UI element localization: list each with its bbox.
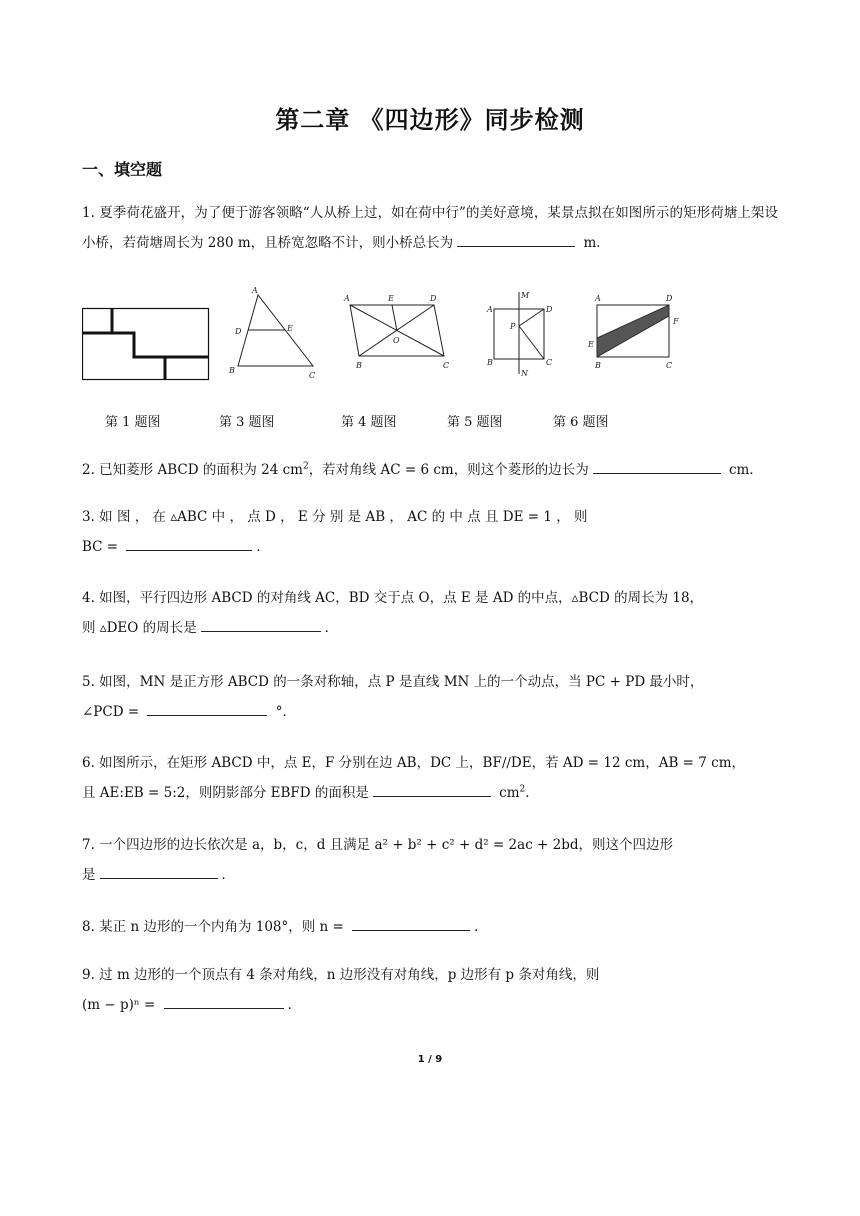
fig5-label-a: A xyxy=(487,305,493,314)
question-7-line-2: 是 xyxy=(82,867,96,883)
question-5-line-2: ∠PCD = xyxy=(82,704,144,720)
page-number: 1 / 9 xyxy=(417,1054,443,1065)
question-8-end: ． xyxy=(474,919,488,935)
question-9-line-1: 9. 过 m 边形的一个顶点有 4 条对角线，n 边形没有对角线，p 边形有 p 条对角线，则 xyxy=(82,967,600,983)
question-2-unit: cm． xyxy=(724,462,763,478)
question-5-end: °． xyxy=(271,704,296,720)
figure-3-triangle xyxy=(225,283,325,383)
answer-blank xyxy=(593,457,721,474)
fig3-label-c: C xyxy=(309,371,316,380)
fig4-label-c: C xyxy=(443,361,450,370)
question-6-unit: cm xyxy=(494,785,520,801)
question-4-line-1: 4. 如图，平行四边形 ABCD 的对角线 AC，BD 交于点 O，点 E 是 AD 的中点，▵BCD 的周长为 18， xyxy=(82,590,704,606)
caption-fig-4: 第 4 题图 xyxy=(341,415,397,430)
question-6-line-2: 且 AE:EB = 5:2，则阴影部分 EBFD 的面积是 xyxy=(82,785,369,801)
fig4-label-a: A xyxy=(344,294,350,303)
fig6-label-a: A xyxy=(595,294,601,303)
answer-blank xyxy=(373,780,491,797)
fig3-label-e: E xyxy=(287,324,293,333)
fig4-label-d: D xyxy=(430,294,437,303)
fig6-label-e: E xyxy=(588,340,594,349)
question-4-end: ． xyxy=(324,620,339,636)
answer-blank xyxy=(201,615,321,632)
question-4-line-2: 则 ▵DEO 的周长是 xyxy=(82,620,197,636)
question-3 xyxy=(82,502,778,562)
question-3-end: ． xyxy=(256,539,270,555)
figure-captions xyxy=(0,411,860,431)
figure-4-parallelogram xyxy=(340,290,455,375)
caption-fig-3: 第 3 题图 xyxy=(219,415,275,430)
question-3-line-1: 3. 如 图 ， 在 ▵ABC 中 ， 点 D ， E 分 别 是 AB ， AC 的 中 点 且 DE = 1 ， 则 xyxy=(82,509,588,525)
question-7 xyxy=(82,830,778,890)
page-title: 第二章 《四边形》同步检测 xyxy=(275,106,585,134)
caption-fig-5: 第 5 题图 xyxy=(447,415,503,430)
fig5-label-p: P xyxy=(510,322,516,331)
question-6 xyxy=(82,748,778,808)
question-1-unit: m． xyxy=(579,235,610,251)
section-heading: 一、填空题 xyxy=(82,160,163,179)
caption-fig-1: 第 1 题图 xyxy=(105,415,161,430)
question-1 xyxy=(82,198,778,258)
question-1-text: 1. 夏季荷花盛开，为了便于游客领略“人从桥上过，如在荷中行”的美好意境，某景点拟在如图所示的矩形荷塘上架设小桥，若荷塘周长为 280 m，且桥宽忽略不计，则小桥总长为 xyxy=(82,205,778,251)
question-2-text: 2. 已知菱形 ABCD 的面积为 24 cm xyxy=(82,462,303,478)
figure-5-square xyxy=(484,290,559,380)
question-9-line-2: (m − p)ⁿ = xyxy=(82,997,160,1013)
question-8-text: 8. 某正 n 边形的一个内角为 108°，则 n = xyxy=(82,919,349,935)
fig3-label-a: A xyxy=(252,286,258,295)
fig5-label-m: M xyxy=(521,291,530,300)
fig5-label-d: D xyxy=(546,305,553,314)
fig4-label-b: B xyxy=(356,361,362,370)
figure-1-pond xyxy=(82,307,210,381)
question-9-end: ． xyxy=(287,997,302,1013)
question-5 xyxy=(82,667,778,727)
superscript: 2 xyxy=(519,784,526,795)
question-3-line-2: BC = xyxy=(82,539,123,555)
fig3-label-d: D xyxy=(235,327,242,336)
answer-blank xyxy=(164,992,284,1009)
fig5-label-b: B xyxy=(487,358,493,367)
answer-blank xyxy=(100,862,218,879)
fig5-label-c: C xyxy=(546,358,553,367)
question-6-end: ． xyxy=(525,785,539,801)
fig6-label-f: F xyxy=(673,317,679,326)
answer-blank xyxy=(457,230,575,247)
question-9 xyxy=(82,960,778,1020)
caption-fig-6: 第 6 题图 xyxy=(553,415,609,430)
question-8 xyxy=(82,912,778,942)
fig6-label-d: D xyxy=(666,294,673,303)
fig4-label-o: O xyxy=(393,336,400,345)
figure-6-rectangle xyxy=(587,290,687,375)
fig3-label-b: B xyxy=(229,366,235,375)
answer-blank xyxy=(352,914,470,931)
answer-blank xyxy=(126,534,252,551)
question-5-line-1: 5. 如图，MN 是正方形 ABCD 的一条对称轴，点 P 是直线 MN 上的一个动点，当 PC + PD 最小时， xyxy=(82,674,704,690)
question-6-line-1: 6. 如图所示，在矩形 ABCD 中，点 E，F 分别在边 AB，DC 上，BF∕∕DE，若 AD = 12 cm，AB = 7 cm， xyxy=(82,755,745,771)
question-2 xyxy=(82,455,778,485)
answer-blank xyxy=(147,699,267,716)
superscript: 2 xyxy=(302,461,309,472)
fig5-label-n: N xyxy=(521,369,528,378)
question-7-line-1: 7. 一个四边形的边长依次是 a，b，c，d 且满足 a² + b² + c² + d² = 2ac + 2bd，则这个四边形 xyxy=(82,837,674,853)
fig6-label-c: C xyxy=(666,361,673,370)
question-2-text-mid: ，若对角线 AC = 6 cm，则这个菱形的边长为 xyxy=(308,462,589,478)
question-4 xyxy=(82,583,778,643)
fig6-label-b: B xyxy=(595,361,601,370)
fig4-label-e: E xyxy=(388,294,394,303)
question-7-end: ． xyxy=(221,867,235,883)
